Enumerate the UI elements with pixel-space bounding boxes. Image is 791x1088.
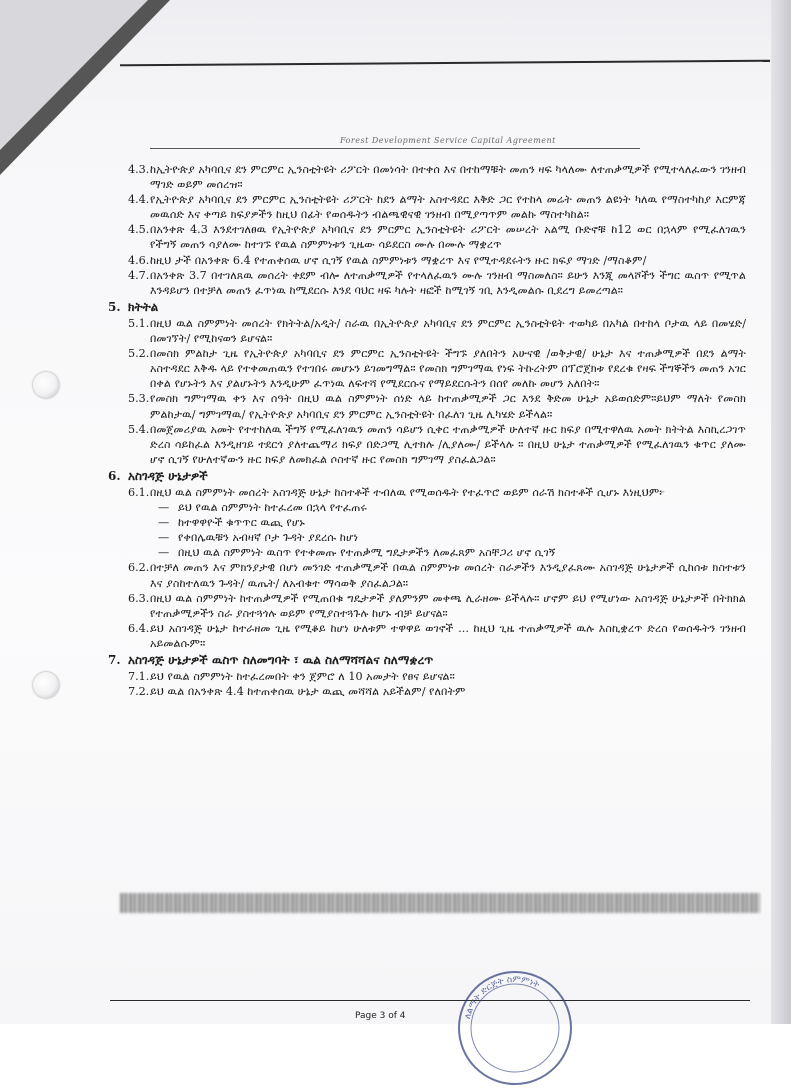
clause: [106, 222, 746, 252]
clause-number: 6.3.: [128, 591, 150, 605]
section-4-items: [106, 162, 746, 298]
clause-number: 5.4.: [128, 422, 150, 436]
condition-item: [106, 515, 746, 530]
clause-number: 5.2.: [128, 347, 150, 361]
condition-list: [106, 500, 746, 560]
clause-number: 7.2.: [128, 685, 150, 699]
clause: [106, 391, 746, 421]
dash-bullet: —: [158, 531, 170, 545]
clause-text: በዚህ ዉል ስምምነት መሰረት የክትትል/አዲት/ ስራዉ በኢትዮጵያ አካባቢና ደን ምርምር ኢንስቲትዩት ተወካይ በአካል በተከላ ቦታዉ ላይ በመሄድ/ በመገኘት/ የሚከናወን ይሆናል።: [150, 316, 746, 346]
footer-rule: [110, 1000, 750, 1001]
clause-text: በመስክ ምልከታ ጊዜ የኢትዮጵያ አካባቢና ደን ምርምር ኢንስቲትዩት ችግኙ ያለበትን አሁናዊ /ወቅታዊ/ ሁኔታ እና ተጠቃሚዎች በደን ልማት አስተዳደር እቅዱ ላይ የተቀመጠዉን የተገበሩ መሆኑን ይገመግማል። የመስክ ግምገማዉ የነፍ ትኩረትም በፕሮጀክቱ የደረቁ የዛፍ ችግኞችን መጠን አገር በቀል የሆኑትን እና ያልሆኑትን እንዲሁም ፈጥነዉ ለፍተሻ የሚደርሱና የማይደርሱትን በሰየ መለኩ መሆን አለበት።: [150, 347, 746, 391]
clause: [106, 346, 746, 391]
clause-text: በአንቀጽ 3.7 በተገለጸዉ መሰረት ቀደም ብሎ ለተጠቃሚዎች የተላለፈዉን ሙሉ ገንዘብ ማስመለስ። ይሁን እንጂ መላሾችን ችግር ዉስጥ የሚጥል እንዳይሆን በተቻለ መጠን ፈጥነዉ ከሚደርሱ እንደ ባህር ዛፍ ካሉት ዛፎች ከሚገኝ ገቢ እንዲመልሱ ቢደረግ ይመረጣል።: [150, 268, 746, 297]
condition-item: [106, 530, 746, 545]
condition-item: [106, 545, 746, 560]
scan-smudge: [120, 893, 760, 913]
official-stamp-seal: [455, 968, 575, 1088]
stamp-text: ለልማት ድርጅት ስምምነት: [462, 974, 541, 1021]
clause-text: በዚህ ዉል ስምምነት ከተጠቃሚዎች የሚጠበቁ ግዴታዎች ያለምንም መቀጫ ሊራዘሙ ይችላሉ። ሆኖም ይህ የሚሆነው አስገዳጅ ሁኔታዎች በትክክል የተጠቃሚዎችን ስራ ያስተጓጎሉ ወይም የሚያስተጓጉሉ ከሆኑ ብቻ ይሆናል።: [150, 591, 746, 620]
clause: [106, 192, 746, 222]
clause-number: 4.7.: [128, 268, 150, 282]
page-number: Page 3 of 4: [355, 1011, 406, 1021]
section-heading-7: [106, 653, 746, 668]
clause-text: ይህ አስገዳጅ ሁኔታ ከተራዘመ ጊዜ የሚቆይ ከሆነ ሁለቱም ተዋዋይ ወገኖች ... ከዚህ ጊዜ ተጠቃሚዎች ዉሉ እስኪቋረጥ ድረስ የወሰዱትን ገንዘብ አይመልሱም።: [150, 621, 746, 650]
condition-text: በዚህ ዉል ስምምነት ዉስጥ የተቀመጡ የተጠቃሚ ግዴታዎችን ለመፈጸም አስቸጋሪ ሆኖ ሲገኝ: [178, 546, 556, 560]
section-title: አስገዳጅ ሁኔታዎች: [128, 468, 208, 483]
section-heading-5: [106, 300, 746, 315]
punch-hole: [33, 372, 59, 398]
clause: [106, 560, 746, 590]
clause-text: የኢትዮጵያ አካባቢና ደን ምርምር ኢንስቲትዩት ሪፖርት ከደን ልማት አስተዳደር እቅድ ጋር የተከላ መሬት መጠን ልዩነት ካለዉ የማስተካከያ እርምጃ መዉሰድ እና ቀጣይ ክፍያዎችን ከዚህ በፊት የወሰዱትን ብልጫዊናዊ ገንዘብ በሚያጣጥም መልኩ ማስተካከል።: [150, 193, 746, 222]
folded-corner-underside: [0, 0, 148, 150]
section-title: አስገዳጅ ሁኔታዎች ዉስጥ ስለመግባት ፣ ዉል ስለማሻሻልና ስለማቋረጥ: [128, 653, 434, 667]
dash-bullet: —: [158, 501, 170, 515]
clause-text: በመጀመሪያዉ አመት የተተከለዉ ችግኝ የሚፈለገዉን መጠን ሳይሆን ሲቀር ተጠቃሚዎች ሁለተኛ ዙር ክፍያ በሚተዋለዉ አመት ክትትል እስኪረጋገጥ ድረስ ሳይከፈል እንዲዘገይ ተደርጎ ያለተጨማሪ ክፍያ በድጋሚ ሊተክሉ /ሊያለሙ/ ይችላሉ ። በዚህ ሁኔታ ተጠቃሚዎች የሚፈለገዉን ቁጥር ያለሙ ሆኖ ሲገኝ የሁለተኛውን ዙር ክፍያ ለመክፈል ሶስተኛ ዙር የመስክ ግምገማ ያስፈልጋል።: [150, 422, 746, 466]
clause-number: 4.4.: [128, 193, 150, 207]
clause-number: 4.5.: [128, 223, 150, 237]
clause-text: በተቻለ መጠን እና ምክንያታዊ በሆነ መንገድ ተጠቃሚዎች በዉል ስምምነቱ መሰረት ስራዎችን እንዲያፈጸሙ አስገዳጅ ሁኔታዎች ሲከሰቱ ክስተቱን እና ያስከተለዉን ጉዳት/ ዉጤት/ ለአብቁተ ማሳወቅ ያስፈልጋል።: [150, 561, 746, 590]
dash-bullet: —: [158, 546, 170, 560]
clause-number: 4.6.: [128, 253, 150, 267]
page-edge-shadow: [771, 0, 791, 1024]
clause-number: 5.1.: [128, 316, 150, 330]
section-number: 7.: [108, 653, 121, 667]
section-number: 5.: [108, 299, 121, 314]
clause: [106, 268, 746, 298]
clause-number: 7.1.: [128, 670, 150, 684]
clause-text: በዚህ ዉል ስምምነት መሰረት አስገዳጅ ሁኔታ ከስተቶች ተብለዉ የሚወሰዱት የተፈጥሮ ወይም ሰራሽ ክስተቶች ሲሆኑ እነዚህም፦: [150, 485, 666, 499]
clause-text: ከኢትዮጵያ አካባቢና ደን ምርምር ኢንስቲትዩት ሪፖርት በመነሳት በተቀሰ እና በተከማቹት መጠን ዛፍ ካላለሙ ለተጠቃሚዎች የሚተላለፈውን ገንዘብ ማገድ ወይም መሰረዝ።: [150, 163, 746, 192]
section-heading-6: [106, 469, 746, 484]
condition-text: ከተዋዋዮች ቁጥጥር ዉጪ የሆኑ: [178, 516, 305, 530]
condition-text: የቀበሌዉቹን አብዛኛ ቦታ ጉዳት ያደረሱ ከሆነ: [178, 531, 359, 545]
clause-6-1: [106, 485, 746, 500]
condition-text: ይህ የዉል ስምምነት ከተፈረመ በኋላ የተፈጠሩ: [178, 501, 367, 515]
clause-text: የመስክ ግምገማዉ ቀን እና ሰዓት በዚህ ዉል ስምምነት ሰነድ ላይ ከተጠቃሚዎች ጋር እንደ ቅድመ ሁኔታ አይወሰድም።ይህም ማለት የመስክ ምልከታዉ/ ግምገማዉ/ የኢትዮጵያ አካባቢና ደን ምርምር ኢንስቲትዩት በፈለገ ጊዜ ሊካሄድ ይችላል።: [150, 392, 746, 421]
section-6-items: [106, 560, 746, 651]
section-5-items: [106, 316, 746, 467]
condition-item: [106, 500, 746, 515]
header-note: Forest Development Service Capital Agreement: [340, 136, 556, 145]
clause-text: ይህ የዉል ስምምነት ከተፈረመበት ቀን ጀምሮ ለ 10 አመታት የፀና ይሆናል።: [150, 670, 455, 684]
svg-text:ለልማት ድርጅት ስምምነት: [463, 975, 541, 1020]
section-title: ክትትል: [128, 299, 159, 314]
clause: [106, 591, 746, 621]
punch-hole: [33, 672, 59, 698]
clause-text: ከዚህ ታች በአንቀጽ 6.4 የተጠቀሰዉ ሆኖ ሲገኝ የዉል ስምምነቱን ማቋረጥ እና የሚተዳደሩትን ዙር ክፍያ ማገድ /ማስቆም/: [150, 253, 647, 267]
clause-number: 6.4.: [128, 621, 150, 635]
section-7-items: [106, 669, 746, 699]
clause: [106, 669, 746, 684]
header-rule: [120, 60, 770, 67]
clause-number: 4.3.: [128, 163, 150, 176]
header-underline: [150, 148, 640, 149]
dash-bullet: —: [158, 516, 170, 530]
clause: [106, 162, 746, 192]
document-body: [106, 162, 746, 699]
clause: [106, 316, 746, 346]
clause-text: በአንቀጽ 4.3 እንደተገለፀዉ የኢትዮጵያ አካባቢና ደን ምርምር ኢንስቲትዩት ሪፖርት መሠረት አልሚ ቡድኖቹ ከ12 ወር በኋላም የሚፈለገዉን የችግኝ መጠን ሳያለሙ ከተገኙ የዉል ስምምነቱን ጊዜው ሳይደርስ ሙሉ በሙሉ ማቋረጥ: [150, 223, 746, 252]
clause: [106, 621, 746, 651]
clause-number: 6.2.: [128, 561, 150, 575]
clause-number: 5.3.: [128, 392, 150, 406]
clause-number: 6.1.: [128, 485, 150, 499]
clause: [106, 253, 746, 268]
clause: [106, 422, 746, 467]
clause: [106, 684, 746, 699]
section-number: 6.: [108, 468, 121, 483]
clause-text: ይህ ዉል በአንቀጽ 4.4 ከተጠቀሰዉ ሁኔታ ዉጪ መሻሻል አይችልም/ የለበትም: [150, 685, 466, 699]
